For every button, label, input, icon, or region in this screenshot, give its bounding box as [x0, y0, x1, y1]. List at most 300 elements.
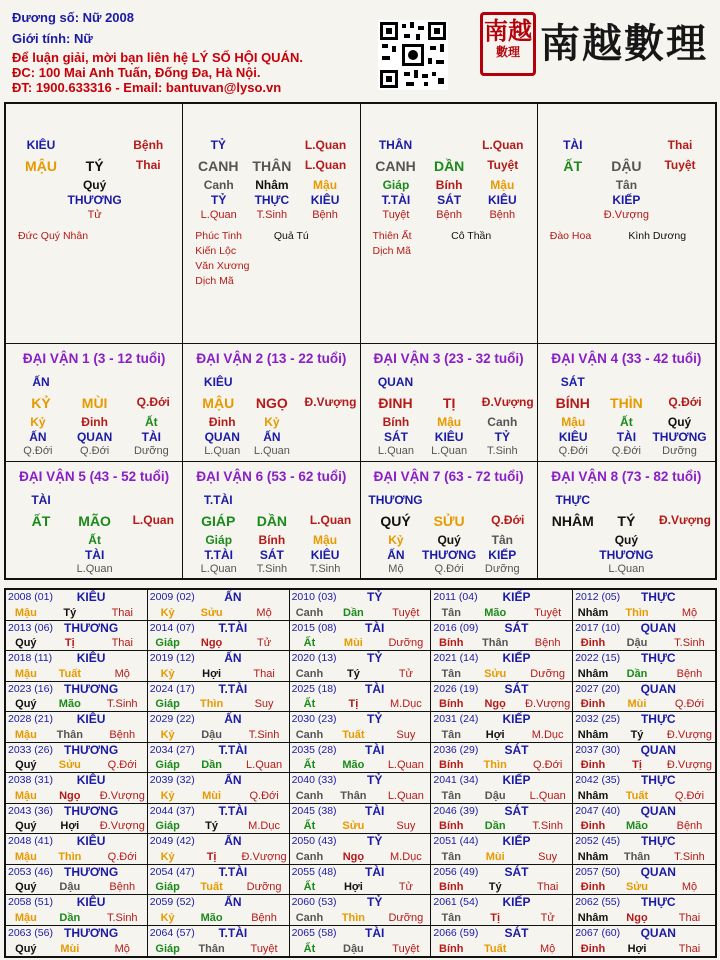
annual-year: 2013 (06) [8, 621, 53, 634]
annual-year: 2062 (55) [575, 896, 621, 908]
annual-year: 2050 (43) [291, 835, 337, 847]
annual-stem: Bính [439, 637, 464, 649]
annual-year: 2055 (48) [291, 865, 337, 878]
qr-code[interactable] [378, 20, 448, 90]
annual-god: ẤN [224, 651, 242, 665]
hidden-god: KIÊU [310, 193, 340, 207]
annual-cell [148, 804, 290, 835]
annual-stem: Ất [303, 881, 316, 893]
annual-branch: Mùi [60, 943, 80, 955]
hidden-god: THỰC [254, 193, 290, 207]
annual-cell [290, 926, 432, 957]
pillar-top-god: KIÊU [26, 138, 56, 152]
annual-cell [290, 865, 432, 896]
pillar-stem: MẬU [25, 158, 57, 174]
annual-phase: T.Sinh [674, 850, 705, 863]
hidden-god: TÀI [141, 430, 162, 444]
hidden-phase: T.Sinh [487, 445, 518, 457]
annual-stem: Mậu [14, 789, 37, 802]
annual-cell [573, 865, 715, 896]
annual-phase: Tử [540, 911, 555, 924]
annual-year: 2014 (07) [149, 621, 195, 634]
annual-branch: Dần [201, 759, 222, 771]
annual-god: KIÊU [76, 773, 106, 787]
annual-cell [6, 773, 148, 804]
annual-year: 2067 (60) [575, 926, 621, 939]
annual-cell [431, 590, 573, 621]
hidden-god: KIÊU [310, 548, 340, 562]
annual-god: ẤN [224, 590, 242, 604]
gender: Giới tính: Nữ [12, 31, 93, 46]
hidden-stem: Mậu [561, 415, 586, 429]
hidden-phase: T.Sinh [309, 563, 341, 575]
pillar-branch: DẬU [611, 158, 642, 174]
annual-phase: Đ.Vượng [666, 759, 713, 771]
annual-cell [148, 895, 290, 926]
dai-van-branch: NGỌ [255, 395, 288, 411]
annual-year: 2015 (08) [291, 621, 337, 634]
dai-van-phase: Q.Đới [491, 513, 525, 527]
annual-phase: Q.Đới [533, 759, 563, 771]
annual-branch: Mão [200, 911, 223, 924]
hidden-stem: Mậu [313, 533, 338, 547]
annual-phase: Thai [536, 881, 559, 893]
dai-van-cell [538, 344, 715, 462]
hidden-stem: Mậu [437, 415, 462, 429]
annual-branch: Dần [484, 820, 506, 832]
annual-branch: Tuất [200, 881, 223, 893]
annual-phase: Tử [257, 637, 272, 649]
annual-god: KIÊU [76, 834, 106, 848]
annual-branch: Mùi [202, 789, 222, 802]
star-left: Đức Quý Nhân [18, 230, 89, 242]
annual-stem: Mậu [14, 728, 37, 741]
dai-van-branch: THÌN [610, 395, 643, 411]
annual-branch: Tị [490, 911, 501, 924]
annual-branch: Dần [59, 911, 81, 924]
annual-branch: Sửu [484, 667, 507, 680]
annual-year: 2020 (13) [291, 652, 337, 664]
annual-year: 2027 (20) [575, 682, 621, 695]
hidden-god: QUAN [76, 430, 113, 444]
hidden-stem: Bính [258, 533, 286, 547]
seal-text-top: 南越 [484, 16, 532, 45]
star-left: Phúc Tinh [195, 230, 242, 242]
annual-branch: Thân [482, 637, 509, 649]
annual-year: 2053 (46) [8, 865, 53, 878]
pillar-stem: CANH [198, 158, 239, 174]
hidden-god: KIÊU [487, 193, 517, 207]
annual-god: ẤN [224, 773, 242, 787]
hidden-god: KIẾP [488, 548, 517, 562]
dai-van-stem: NHÂM [551, 513, 594, 529]
annual-phase: Dưỡng [530, 667, 566, 680]
annual-phase: Thai [678, 943, 701, 955]
hidden-phase: Bệnh [436, 209, 462, 221]
annual-branch: Dậu [484, 789, 506, 802]
dai-van-phase: L.Quan [309, 513, 352, 527]
annual-phase: Bệnh [251, 911, 277, 924]
hidden-god: THƯƠNG [599, 548, 654, 562]
annual-god: THỰC [640, 712, 676, 726]
dai-van-heading: ĐẠI VẬN 7 (63 - 72 tuổi) [373, 469, 524, 484]
annual-branch: Dần [626, 667, 648, 680]
dai-van-cell [361, 462, 538, 580]
hidden-phase: L.Quan [200, 563, 237, 575]
annual-cell [573, 621, 715, 652]
annual-cell [148, 590, 290, 621]
annual-year: 2022 (15) [575, 652, 621, 664]
hidden-stem: Nhâm [255, 178, 289, 192]
annual-cell [6, 926, 148, 957]
annual-stem: Đinh [580, 637, 606, 649]
annual-luck-table [4, 588, 717, 958]
annual-phase: T.Sinh [106, 698, 138, 710]
annual-year: 2037 (30) [575, 743, 621, 756]
annual-stem: Bính [439, 943, 464, 955]
star-left: Kiến Lộc [195, 245, 237, 257]
dai-van-cell [183, 462, 360, 580]
annual-stem: Kỷ [160, 911, 175, 924]
annual-cell [6, 865, 148, 896]
annual-cell [6, 895, 148, 926]
annual-god: T.TÀI [218, 620, 248, 635]
annual-cell [290, 895, 432, 926]
annual-branch: Tý [205, 820, 219, 832]
annual-branch: Thân [623, 850, 651, 863]
star-left: Dịch Mã [195, 275, 234, 287]
annual-cell [573, 682, 715, 713]
hidden-phase: Bệnh [489, 209, 516, 221]
hidden-god: TỶ [494, 430, 510, 444]
hidden-phase: L.Quan [204, 445, 241, 457]
hidden-god: TÀI [84, 548, 105, 562]
dai-van-cell [6, 344, 183, 462]
annual-year: 2054 (47) [149, 865, 195, 878]
hidden-god: TỶ [211, 193, 227, 207]
annual-stem: Bính [439, 820, 464, 832]
pillar-branch-phase: Tuyệt [664, 158, 696, 172]
annual-cell [290, 804, 432, 835]
annual-phase: Suy [538, 850, 558, 863]
annual-stem: Quý [15, 637, 37, 649]
annual-cell [573, 895, 715, 926]
annual-cell [431, 743, 573, 774]
hidden-god: QUAN [204, 430, 240, 444]
annual-stem: Canh [295, 606, 324, 619]
pillar-top-phase: L.Quan [482, 138, 524, 152]
address-line: ĐC: 100 Mai Anh Tuấn, Đống Đa, Hà Nội. [12, 65, 261, 80]
annual-cell [290, 621, 432, 652]
annual-year: 2029 (22) [149, 713, 195, 725]
annual-cell [148, 712, 290, 743]
header [0, 0, 720, 100]
annual-branch: Tị [632, 759, 642, 771]
annual-stem: Tân [441, 789, 462, 802]
annual-god: QUAN [640, 925, 676, 940]
annual-year: 2025 (18) [291, 682, 337, 695]
annual-stem: Đinh [580, 759, 606, 771]
annual-year: 2059 (52) [149, 896, 195, 908]
annual-god: T.TÀI [218, 681, 248, 696]
annual-cell [290, 651, 432, 682]
annual-year: 2048 (41) [8, 835, 53, 847]
annual-stem: Đinh [580, 698, 606, 710]
annual-year: 2038 (31) [8, 774, 53, 786]
hidden-stem: Tân [615, 178, 638, 192]
annual-branch: Ngọ [342, 850, 365, 863]
annual-cell [431, 712, 573, 743]
annual-stem: Bính [439, 698, 464, 710]
dai-van-branch: TÝ [617, 513, 636, 529]
annual-god: KIÊU [76, 651, 106, 665]
annual-stem: Tân [441, 667, 462, 680]
contact-line: Để luận giải, mời bạn liên hệ LÝ SỐ HỘI QUÁN. [12, 50, 303, 65]
annual-phase: Đ.Vượng [99, 820, 145, 832]
annual-stem: Canh [295, 911, 324, 924]
annual-god: TÀI [365, 742, 385, 757]
dai-van-heading: ĐẠI VẬN 1 (3 - 12 tuổi) [22, 351, 166, 366]
annual-cell [148, 743, 290, 774]
annual-stem: Bính [439, 759, 464, 771]
annual-stem: Canh [295, 728, 324, 741]
annual-branch: Mão [625, 820, 648, 832]
annual-phase: Q.Đới [107, 850, 137, 863]
annual-phase: Tuyệt [392, 943, 420, 955]
annual-branch: Hợi [60, 820, 80, 832]
annual-god: T.TÀI [218, 742, 248, 757]
annual-branch: Mùi [485, 850, 505, 863]
annual-cell [148, 621, 290, 652]
star-right: Quả Tú [273, 230, 309, 242]
annual-branch: Thìn [483, 759, 507, 771]
annual-phase: Bệnh [534, 637, 561, 649]
hidden-phase: T.Sinh [256, 563, 288, 575]
annual-phase: M.Dục [248, 820, 280, 832]
hidden-god: THƯƠNG [652, 430, 707, 444]
annual-year: 2042 (35) [575, 774, 621, 786]
annual-phase: Q.Đới [674, 789, 705, 802]
pillar-cell [6, 104, 183, 344]
hidden-stem: Quý [667, 415, 692, 429]
annual-stem: Nhâm [577, 606, 609, 619]
dai-van-branch: DẦN [256, 513, 288, 529]
chart-owner: Đương số: Nữ 2008 [12, 10, 134, 25]
dai-van-god: KIÊU [203, 375, 233, 389]
dai-van-god: THỰC [555, 493, 591, 507]
hidden-god: THƯƠNG [67, 193, 122, 207]
annual-branch: Thân [340, 789, 367, 802]
annual-phase: Mộ [256, 606, 272, 619]
annual-phase: Đ.Vượng [241, 850, 287, 863]
dai-van-god: T.TÀI [203, 493, 233, 507]
annual-stem: Kỷ [160, 667, 175, 680]
hidden-stem: Giáp [382, 178, 410, 192]
annual-stem: Canh [295, 850, 324, 863]
hidden-stem: Bính [382, 415, 410, 429]
annual-god: TÀI [365, 620, 385, 635]
annual-year: 2030 (23) [291, 713, 337, 725]
annual-year: 2011 (04) [433, 591, 478, 603]
hidden-stem: Kỷ [388, 533, 404, 547]
hidden-stem: Canh [487, 415, 518, 429]
annual-branch: Mão [342, 759, 365, 771]
hidden-god: SÁT [383, 430, 408, 444]
hidden-phase: Dưỡng [662, 445, 697, 457]
annual-stem: Kỷ [160, 728, 175, 741]
annual-cell [573, 743, 715, 774]
annual-stem: Mậu [14, 850, 37, 863]
dai-van-stem: ĐINH [378, 395, 413, 411]
annual-branch: Thìn [341, 911, 365, 924]
hidden-phase: Q.Đới [611, 445, 641, 457]
annual-stem: Ất [303, 637, 316, 649]
annual-god: SÁT [504, 803, 529, 818]
dai-van-branch: TỊ [442, 395, 456, 411]
annual-god: QUAN [640, 864, 676, 879]
hidden-phase: T.Sinh [256, 209, 288, 221]
annual-year: 2063 (56) [8, 926, 53, 939]
hidden-phase: Bệnh [312, 209, 338, 221]
annual-cell [6, 682, 148, 713]
annual-stem: Giáp [155, 759, 180, 771]
annual-cell [148, 926, 290, 957]
annual-year: 2046 (39) [433, 804, 479, 817]
star-left: Dịch Mã [372, 245, 412, 257]
annual-stem: Nhâm [577, 667, 609, 680]
hidden-god: KIẾP [612, 193, 641, 207]
pillar-branch-phase: Tuyệt [487, 158, 519, 172]
dai-van-heading: ĐẠI VẬN 5 (43 - 52 tuổi) [19, 469, 170, 484]
annual-god: ẤN [224, 712, 242, 726]
annual-cell [148, 682, 290, 713]
annual-phase: Thai [253, 667, 275, 680]
dai-van-heading: ĐẠI VẬN 3 (23 - 32 tuổi) [373, 351, 524, 366]
annual-phase: Đ.Vượng [99, 789, 145, 802]
annual-year: 2056 (49) [433, 865, 479, 878]
annual-year: 2065 (58) [291, 926, 337, 939]
annual-phase: Q.Đới [107, 759, 137, 771]
annual-stem: Đinh [580, 820, 606, 832]
annual-cell [573, 926, 715, 957]
annual-phase: Dưỡng [388, 911, 424, 924]
annual-cell [148, 773, 290, 804]
dai-van-cell [538, 462, 715, 580]
pillar-stem: CANH [375, 158, 416, 174]
pillar-top-god: THÂN [378, 138, 413, 152]
annual-branch: Thân [198, 943, 225, 955]
annual-stem: Mậu [14, 606, 37, 619]
dai-van-stem: BÍNH [555, 395, 590, 411]
annual-branch: Dậu [201, 728, 222, 741]
annual-god: THƯƠNG [63, 864, 119, 879]
annual-stem: Mậu [14, 911, 37, 924]
annual-cell [431, 621, 573, 652]
annual-god: KIẾP [502, 712, 531, 726]
annual-branch: Thìn [625, 606, 649, 619]
annual-phase: Bệnh [109, 728, 136, 741]
phone-email-line: ĐT: 1900.633316 - Email: bantuvan@lyso.vn [12, 80, 282, 95]
annual-year: 2049 (42) [149, 835, 195, 847]
pillar-top-phase: Thai [667, 138, 693, 152]
annual-stem: Ất [303, 759, 316, 771]
annual-cell [6, 804, 148, 835]
annual-phase: M.Dục [389, 698, 422, 710]
star-right: Kình Dương [628, 230, 687, 242]
dai-van-phase: L.Quan [132, 513, 174, 527]
annual-stem: Nhâm [577, 789, 609, 802]
annual-god: THỰC [640, 651, 676, 665]
annual-phase: T.Sinh [674, 637, 705, 649]
annual-phase: Q.Đới [249, 789, 279, 802]
annual-god: THƯƠNG [63, 803, 119, 818]
annual-cell [6, 743, 148, 774]
annual-branch: Dậu [343, 943, 364, 955]
annual-year: 2066 (59) [433, 926, 479, 939]
pillar-branch: DẦN [433, 158, 465, 174]
annual-phase: Thai [111, 637, 133, 649]
hidden-phase: L.Quan [608, 563, 645, 575]
hidden-stem: Đinh [81, 415, 108, 429]
annual-phase: Suy [396, 728, 416, 741]
pillar-grid [4, 102, 717, 580]
annual-year: 2051 (44) [433, 835, 479, 847]
hidden-god: SÁT [437, 193, 462, 207]
annual-god: T.TÀI [218, 864, 248, 879]
annual-god: TỶ [367, 895, 383, 909]
annual-god: KIÊU [76, 712, 106, 726]
hidden-stem: Quý [614, 533, 639, 547]
annual-cell [431, 865, 573, 896]
annual-phase: T.Sinh [248, 728, 280, 741]
pillar-branch: THÂN [252, 158, 292, 174]
annual-branch: Tý [630, 728, 644, 741]
annual-stem: Kỷ [160, 789, 175, 802]
hidden-phase: Đ.Vượng [603, 209, 649, 221]
annual-branch: Tị [206, 850, 217, 863]
hidden-god: ẤN [387, 548, 405, 562]
annual-stem: Nhâm [577, 911, 609, 924]
annual-god: TỶ [367, 590, 383, 604]
hidden-phase: L.Quan [431, 445, 468, 457]
hidden-phase: Q.Đới [80, 445, 110, 457]
annual-god: THƯƠNG [63, 620, 119, 635]
hidden-phase: Tử [87, 209, 102, 221]
annual-phase: Mộ [114, 667, 130, 680]
annual-phase: Thai [678, 911, 701, 924]
annual-year: 2017 (10) [575, 621, 621, 634]
brand-calligraphy: 南越數理 [540, 20, 708, 67]
annual-god: QUAN [640, 803, 676, 818]
annual-branch: Tuất [58, 667, 81, 680]
hidden-stem: Kỷ [30, 415, 46, 429]
dai-van-phase: Q.Đới [136, 395, 170, 409]
annual-year: 2023 (16) [8, 682, 53, 695]
annual-god: TỶ [367, 651, 383, 665]
hidden-god: T.TÀI [204, 548, 234, 562]
annual-cell [148, 651, 290, 682]
annual-cell [290, 712, 432, 743]
annual-cell [573, 834, 715, 865]
annual-year: 2064 (57) [149, 926, 195, 939]
annual-phase: L.Quan [387, 759, 424, 771]
annual-branch: Ngọ [484, 698, 506, 710]
pillar-branch-phase: L.Quan [304, 158, 347, 172]
annual-cell [148, 865, 290, 896]
annual-god: TÀI [365, 864, 385, 879]
annual-cell [6, 712, 148, 743]
dai-van-heading: ĐẠI VẬN 4 (33 - 42 tuổi) [551, 351, 702, 366]
